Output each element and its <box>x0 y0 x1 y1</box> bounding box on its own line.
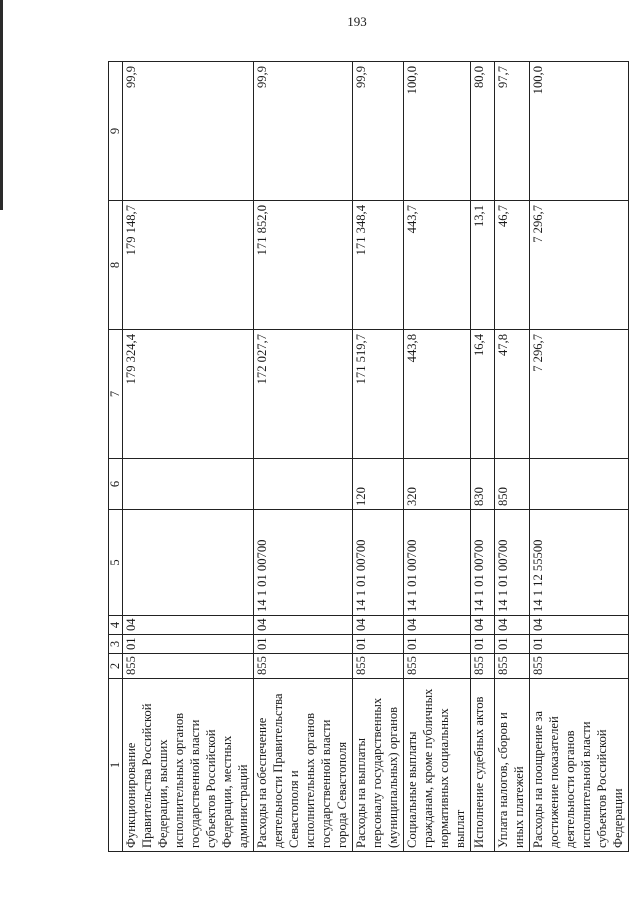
column-header-9: 9 <box>109 62 123 201</box>
column-6-value: 320 <box>403 459 470 510</box>
column-3-value: 01 <box>494 635 529 654</box>
column-header-1: 1 <box>109 679 123 852</box>
column-6-value <box>253 459 352 510</box>
column-7-value: 16,4 <box>470 330 494 459</box>
table-row <box>253 62 352 852</box>
column-4-value: 04 <box>529 616 628 635</box>
scan-edge <box>0 0 3 210</box>
expense-name: Функционирование Правительства Российской Федерации, высших исполнительных органов государственной власти субъектов Российской Федерации, местных администраций <box>123 679 254 852</box>
column-8-value: 13,1 <box>470 201 494 330</box>
column-9-value: 80,0 <box>470 62 494 201</box>
column-header-7: 7 <box>109 330 123 459</box>
column-5-value: 14 1 01 00700 <box>253 510 352 616</box>
column-5-value <box>123 510 254 616</box>
column-4-value: 04 <box>403 616 470 635</box>
column-7-value: 172 027,7 <box>253 330 352 459</box>
column-header-8: 8 <box>109 201 123 330</box>
column-9-value: 100,0 <box>529 62 628 201</box>
column-3-value: 01 <box>352 635 403 654</box>
column-header-3: 3 <box>109 635 123 654</box>
column-5-value: 14 1 01 00700 <box>352 510 403 616</box>
header-row <box>109 62 123 852</box>
column-5-value: 14 1 01 00700 <box>494 510 529 616</box>
column-header-2: 2 <box>109 654 123 679</box>
column-4-value: 04 <box>123 616 254 635</box>
budget-table-container <box>108 62 625 852</box>
rotated-table-frame <box>108 62 625 852</box>
column-9-value: 99,9 <box>352 62 403 201</box>
column-9-value: 97,7 <box>494 62 529 201</box>
table-row <box>123 62 254 852</box>
column-3-value: 01 <box>253 635 352 654</box>
column-4-value: 04 <box>494 616 529 635</box>
column-9-value: 99,9 <box>253 62 352 201</box>
expense-name: Уплата налогов, сборов и иных платежей <box>494 679 529 852</box>
column-8-value: 46,7 <box>494 201 529 330</box>
table-row <box>529 62 628 852</box>
column-8-value: 171 348,4 <box>352 201 403 330</box>
column-4-value: 04 <box>470 616 494 635</box>
table-row <box>470 62 494 852</box>
column-8-value: 171 852,0 <box>253 201 352 330</box>
column-3-value: 01 <box>529 635 628 654</box>
column-6-value: 120 <box>352 459 403 510</box>
expense-name: Социальные выплаты гражданам, кроме публичных нормативных социальных выплат <box>403 679 470 852</box>
column-9-value: 100,0 <box>403 62 470 201</box>
expense-name: Исполнение судебных актов <box>470 679 494 852</box>
column-8-value: 7 296,7 <box>529 201 628 330</box>
column-header-6: 6 <box>109 459 123 510</box>
table-row <box>494 62 529 852</box>
column-2-value: 855 <box>253 654 352 679</box>
table-row <box>352 62 403 852</box>
column-5-value: 14 1 01 00700 <box>403 510 470 616</box>
column-5-value: 14 1 01 00700 <box>470 510 494 616</box>
column-6-value: 850 <box>494 459 529 510</box>
expense-name: Расходы на выплаты персоналу государственных (муниципальных) органов <box>352 679 403 852</box>
column-4-value: 04 <box>253 616 352 635</box>
column-3-value: 01 <box>470 635 494 654</box>
column-8-value: 443,7 <box>403 201 470 330</box>
column-7-value: 7 296,7 <box>529 330 628 459</box>
column-7-value: 171 519,7 <box>352 330 403 459</box>
page-number: 193 <box>347 14 367 29</box>
column-header-4: 4 <box>109 616 123 635</box>
column-4-value: 04 <box>352 616 403 635</box>
column-2-value: 855 <box>529 654 628 679</box>
column-2-value: 855 <box>403 654 470 679</box>
column-5-value: 14 1 12 55500 <box>529 510 628 616</box>
expense-name: Расходы на поощрение за достижение показателей деятельности органов исполнительной власти субъектов Российской Федерации <box>529 679 628 852</box>
column-2-value: 855 <box>470 654 494 679</box>
column-3-value: 01 <box>403 635 470 654</box>
column-header-5: 5 <box>109 510 123 616</box>
column-6-value <box>123 459 254 510</box>
column-2-value: 855 <box>352 654 403 679</box>
expense-name: Расходы на обеспечение деятельности Правительства Севастополя и исполнительных органов государственной власти города Севастополя <box>253 679 352 852</box>
column-6-value <box>529 459 628 510</box>
column-7-value: 47,8 <box>494 330 529 459</box>
column-8-value: 179 148,7 <box>123 201 254 330</box>
table-row <box>403 62 470 852</box>
column-9-value: 99,9 <box>123 62 254 201</box>
column-6-value: 830 <box>470 459 494 510</box>
column-3-value: 01 <box>123 635 254 654</box>
column-2-value: 855 <box>494 654 529 679</box>
budget-table <box>108 61 629 852</box>
column-2-value: 855 <box>123 654 254 679</box>
column-7-value: 179 324,4 <box>123 330 254 459</box>
column-7-value: 443,8 <box>403 330 470 459</box>
